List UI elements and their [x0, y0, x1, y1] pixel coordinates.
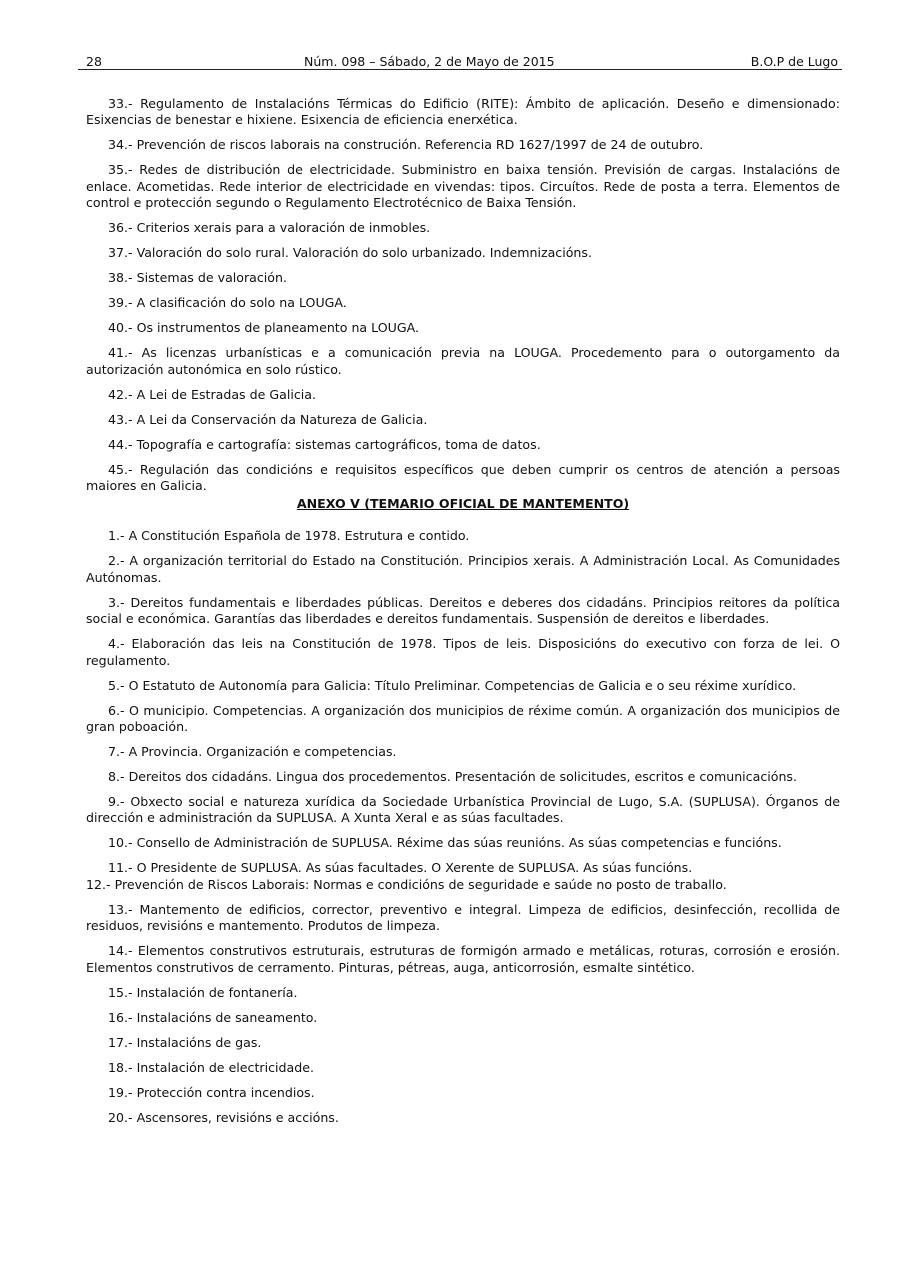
page-header	[78, 52, 842, 70]
topic-item: 7.- A Provincia. Organización e competencias.	[108, 744, 397, 760]
annex-title: ANEXO V (TEMARIO OFICIAL DE MANTEMENTO)	[296, 496, 630, 512]
topic-item: 3.- Dereitos fundamentais e liberdades públicas. Dereitos e deberes dos cidadáns. Principios reitores da política social e económica. Garantías das liberdades e dereitos fundamentais. Suspensión de dereitos e liberdades.	[86, 594, 840, 627]
topic-item: 36.- Criterios xerais para a valoración de inmobles.	[108, 220, 431, 236]
topic-item: 37.- Valoración do solo rural. Valoración do solo urbanizado. Indemnizacións.	[108, 245, 592, 261]
topic-item: 6.- O municipio. Competencias. A organización dos municipios de réxime común. A organización dos municipios de gran poboación.	[86, 702, 840, 735]
topic-item: 45.- Regulación das condicións e requisitos específicos que deben cumprir os centros de atención a persoas maiores en Galicia.	[86, 461, 840, 494]
topic-item: 12.- Prevención de Riscos Laborais: Normas e condicións de seguridade e saúde no posto de traballo.	[86, 876, 727, 892]
topic-item: 39.- A clasificación do solo na LOUGA.	[108, 295, 347, 311]
topic-item: 13.- Mantemento de edificios, corrector, preventivo e integral. Limpeza de edificios, desinfección, recollida de residuos, revisións e mantemento. Produtos de limpeza.	[86, 901, 840, 934]
topic-item: 17.- Instalacións de gas.	[108, 1034, 262, 1050]
topic-list-part2	[86, 528, 840, 1126]
topic-item: 40.- Os instrumentos de planeamento na LOUGA.	[108, 320, 420, 336]
publication-name: B.O.P de Lugo	[750, 54, 838, 69]
topic-item: 43.- A Lei da Conservación da Natureza de Galicia.	[108, 411, 428, 427]
topic-item: 1.- A Constitución Española de 1978. Estrutura e contido.	[108, 528, 470, 544]
topic-item: 42.- A Lei de Estradas de Galicia.	[108, 386, 316, 402]
topic-item: 41.- As licenzas urbanísticas e a comunicación previa na LOUGA. Procedemento para o outorgamento da autorización autonómica en solo rústico.	[86, 345, 840, 377]
topic-item: 11.- O Presidente de SUPLUSA. As súas facultades. O Xerente de SUPLUSA. As súas funcións.	[108, 860, 693, 876]
topic-item: 2.- A organización territorial do Estado na Constitución. Principios xerais. A Administración Local. As Comunidades Autónomas.	[86, 553, 840, 585]
topic-item: 35.- Redes de distribución de electricidade. Subministro en baixa tensión. Previsión de cargas. Instalacións de enlace. Acometidas. Rede interior de electricidade en vivendas: tipos. Circuítos. Rede de posta a terra. Elementos de control e protección segundo o Regulamento Electrotécnico de Baixa Tensión.	[86, 162, 840, 211]
topic-item: 18.- Instalación de electricidade.	[108, 1059, 314, 1075]
topic-item: 4.- Elaboración das leis na Constitución de 1978. Tipos de leis. Disposicións do executivo con forza de lei. O regulamento.	[86, 636, 840, 668]
topic-item: 20.- Ascensores, revisións e accións.	[108, 1109, 339, 1125]
topic-item: 38.- Sistemas de valoración.	[108, 270, 287, 286]
topic-item: 34.- Prevención de riscos laborais na construción. Referencia RD 1627/1997 de 24 de outubro.	[108, 137, 704, 153]
topic-item: 44.- Topografía e cartografía: sistemas cartográficos, toma de datos.	[108, 436, 541, 452]
topic-item: 14.- Elementos construtivos estruturais, estruturas de formigón armado e metálicas, roturas, corrosión e erosión. Elementos construtivos de cerramento. Pinturas, pétreas, auga, anticorrosión, esmalte sintético.	[86, 943, 840, 975]
topic-item: 9.- Obxecto social e natureza xurídica da Sociedade Urbanística Provincial de Lugo, S.A. (SUPLUSA). Órganos de dirección e administración da SUPLUSA. A Xunta Xeral e as súas facultades.	[86, 794, 840, 826]
topic-item: 16.- Instalacións de saneamento.	[108, 1009, 318, 1025]
topic-item: 15.- Instalación de fontanería.	[108, 984, 298, 1000]
topic-item: 33.- Regulamento de Instalacións Térmicas do Edificio (RITE): Ámbito de aplicación. Deseño e dimensionado: Esixencias de benestar e hixiene. Esixencia de eficiencia enerxética.	[86, 96, 840, 128]
document-body	[86, 96, 840, 1135]
topic-item: 19.- Protección contra incendios.	[108, 1084, 315, 1100]
topic-item: 10.- Consello de Administración de SUPLUSA. Réxime das súas reunións. As súas competencias e funcións.	[108, 835, 782, 851]
topic-item: 8.- Dereitos dos cidadáns. Lingua dos procedementos. Presentación de solicitudes, escritos e comunicacións.	[108, 769, 797, 785]
issue-date: Núm. 098 – Sábado, 2 de Mayo de 2015	[304, 54, 555, 69]
page-number: 28	[86, 54, 102, 69]
topic-item: 5.- O Estatuto de Autonomía para Galicia: Título Preliminar. Competencias de Galicia e o seu réxime xurídico.	[108, 677, 797, 693]
topic-list-part1	[86, 96, 840, 494]
